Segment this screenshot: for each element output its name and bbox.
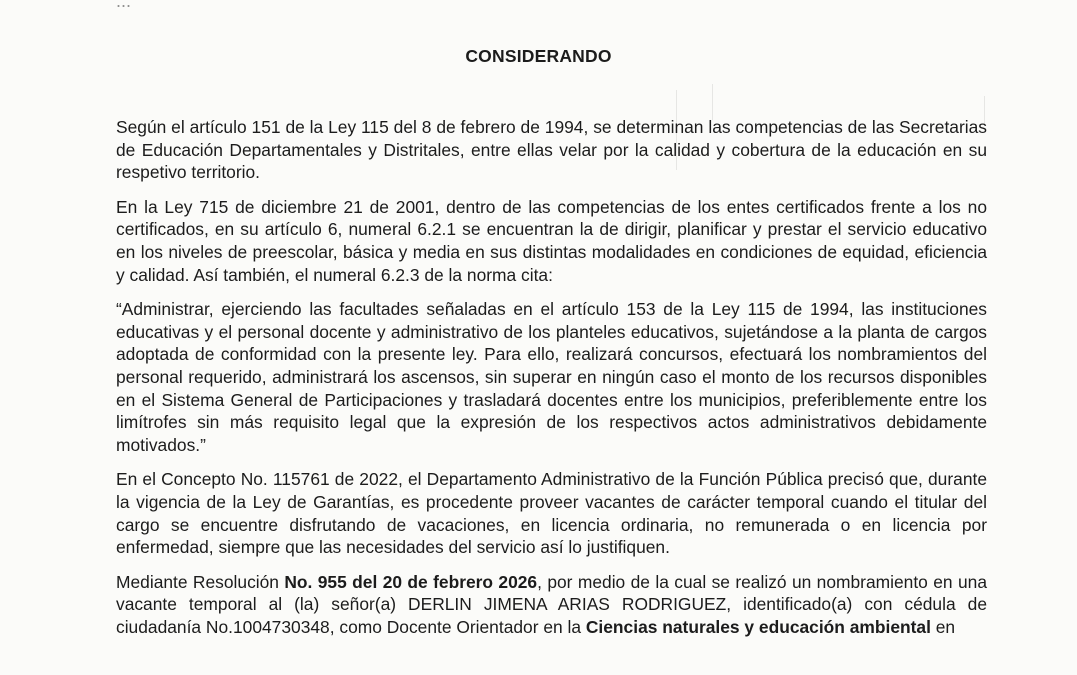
previous-page-fragment: ... [116, 0, 132, 11]
section-heading: CONSIDERANDO [465, 46, 612, 66]
paragraph-quotation: “Administrar, ejerciendo las facultades señaladas en el artículo 153 de la Ley 115 de 1994, las instituciones educativas y el personal docente y administrativo de los planteles educativos, sujetándose a la planta de cargos adoptada de conformidad con la presente ley. Para ello, realizará concursos, efectuará los nombramientos del personal requerido, administrará los ascensos, sin superar en ningún caso el monto de los recursos disponibles en el Sistema General de Participaciones y trasladará docentes entre los municipios, preferiblemente entre los limítrofes sin más requisito legal que la expresión de los respectivos actos administrativos debidamente motivados.” [116, 299, 987, 455]
resolution-text-1: Mediante Resolución [116, 571, 285, 592]
resolution-text-3: en [930, 616, 956, 637]
resolution-number: No. 955 del 20 de febrero 2026 [284, 571, 538, 592]
subject-area: Ciencias naturales y educación ambiental [585, 616, 931, 637]
document-body [116, 116, 987, 650]
resolution-text-2: , por medio de la cual se realizó un nombramiento en una vacante temporal al (la) señor(a) DERLIN JIMENA ARIAS RODRIGUEZ, identificado(a) con cédula de ciudadanía No.1004730348, como Docente Orientador en la [116, 571, 987, 637]
paragraph-ley-715: En la Ley 715 de diciembre 21 de 2001, dentro de las competencias de los entes certificados frente a los no certificados, en su artículo 6, numeral 6.2.1 se encuentran la de dirigir, planificar y prestar el servicio educativo en los niveles de preescolar, básica y media en sus distintas modalidades en condiciones de equidad, eficiencia y calidad. Así también, el numeral 6.2.3 de la norma cita: [116, 196, 987, 285]
paragraph-concepto: En el Concepto No. 115761 de 2022, el Departamento Administrativo de la Función Pública precisó que, durante la vigencia de la Ley de Garantías, es procedente proveer vacantes de carácter temporal cuando el titular del cargo se encuentre disfrutando de vacaciones, en licencia ordinaria, no remunerada o en licencia por enfermedad, siempre que las necesidades del servicio así lo justifiquen. [116, 469, 987, 558]
scan-mark [712, 84, 713, 120]
paragraph-ley-115: Según el artículo 151 de la Ley 115 del 8 de febrero de 1994, se determinan las competencias de las Secretarias de Educación Departamentales y Distritales, entre ellas velar por la calidad y cobertura de la educación en su respetivo territorio. [116, 117, 987, 183]
paragraph-resolucion [116, 571, 987, 639]
